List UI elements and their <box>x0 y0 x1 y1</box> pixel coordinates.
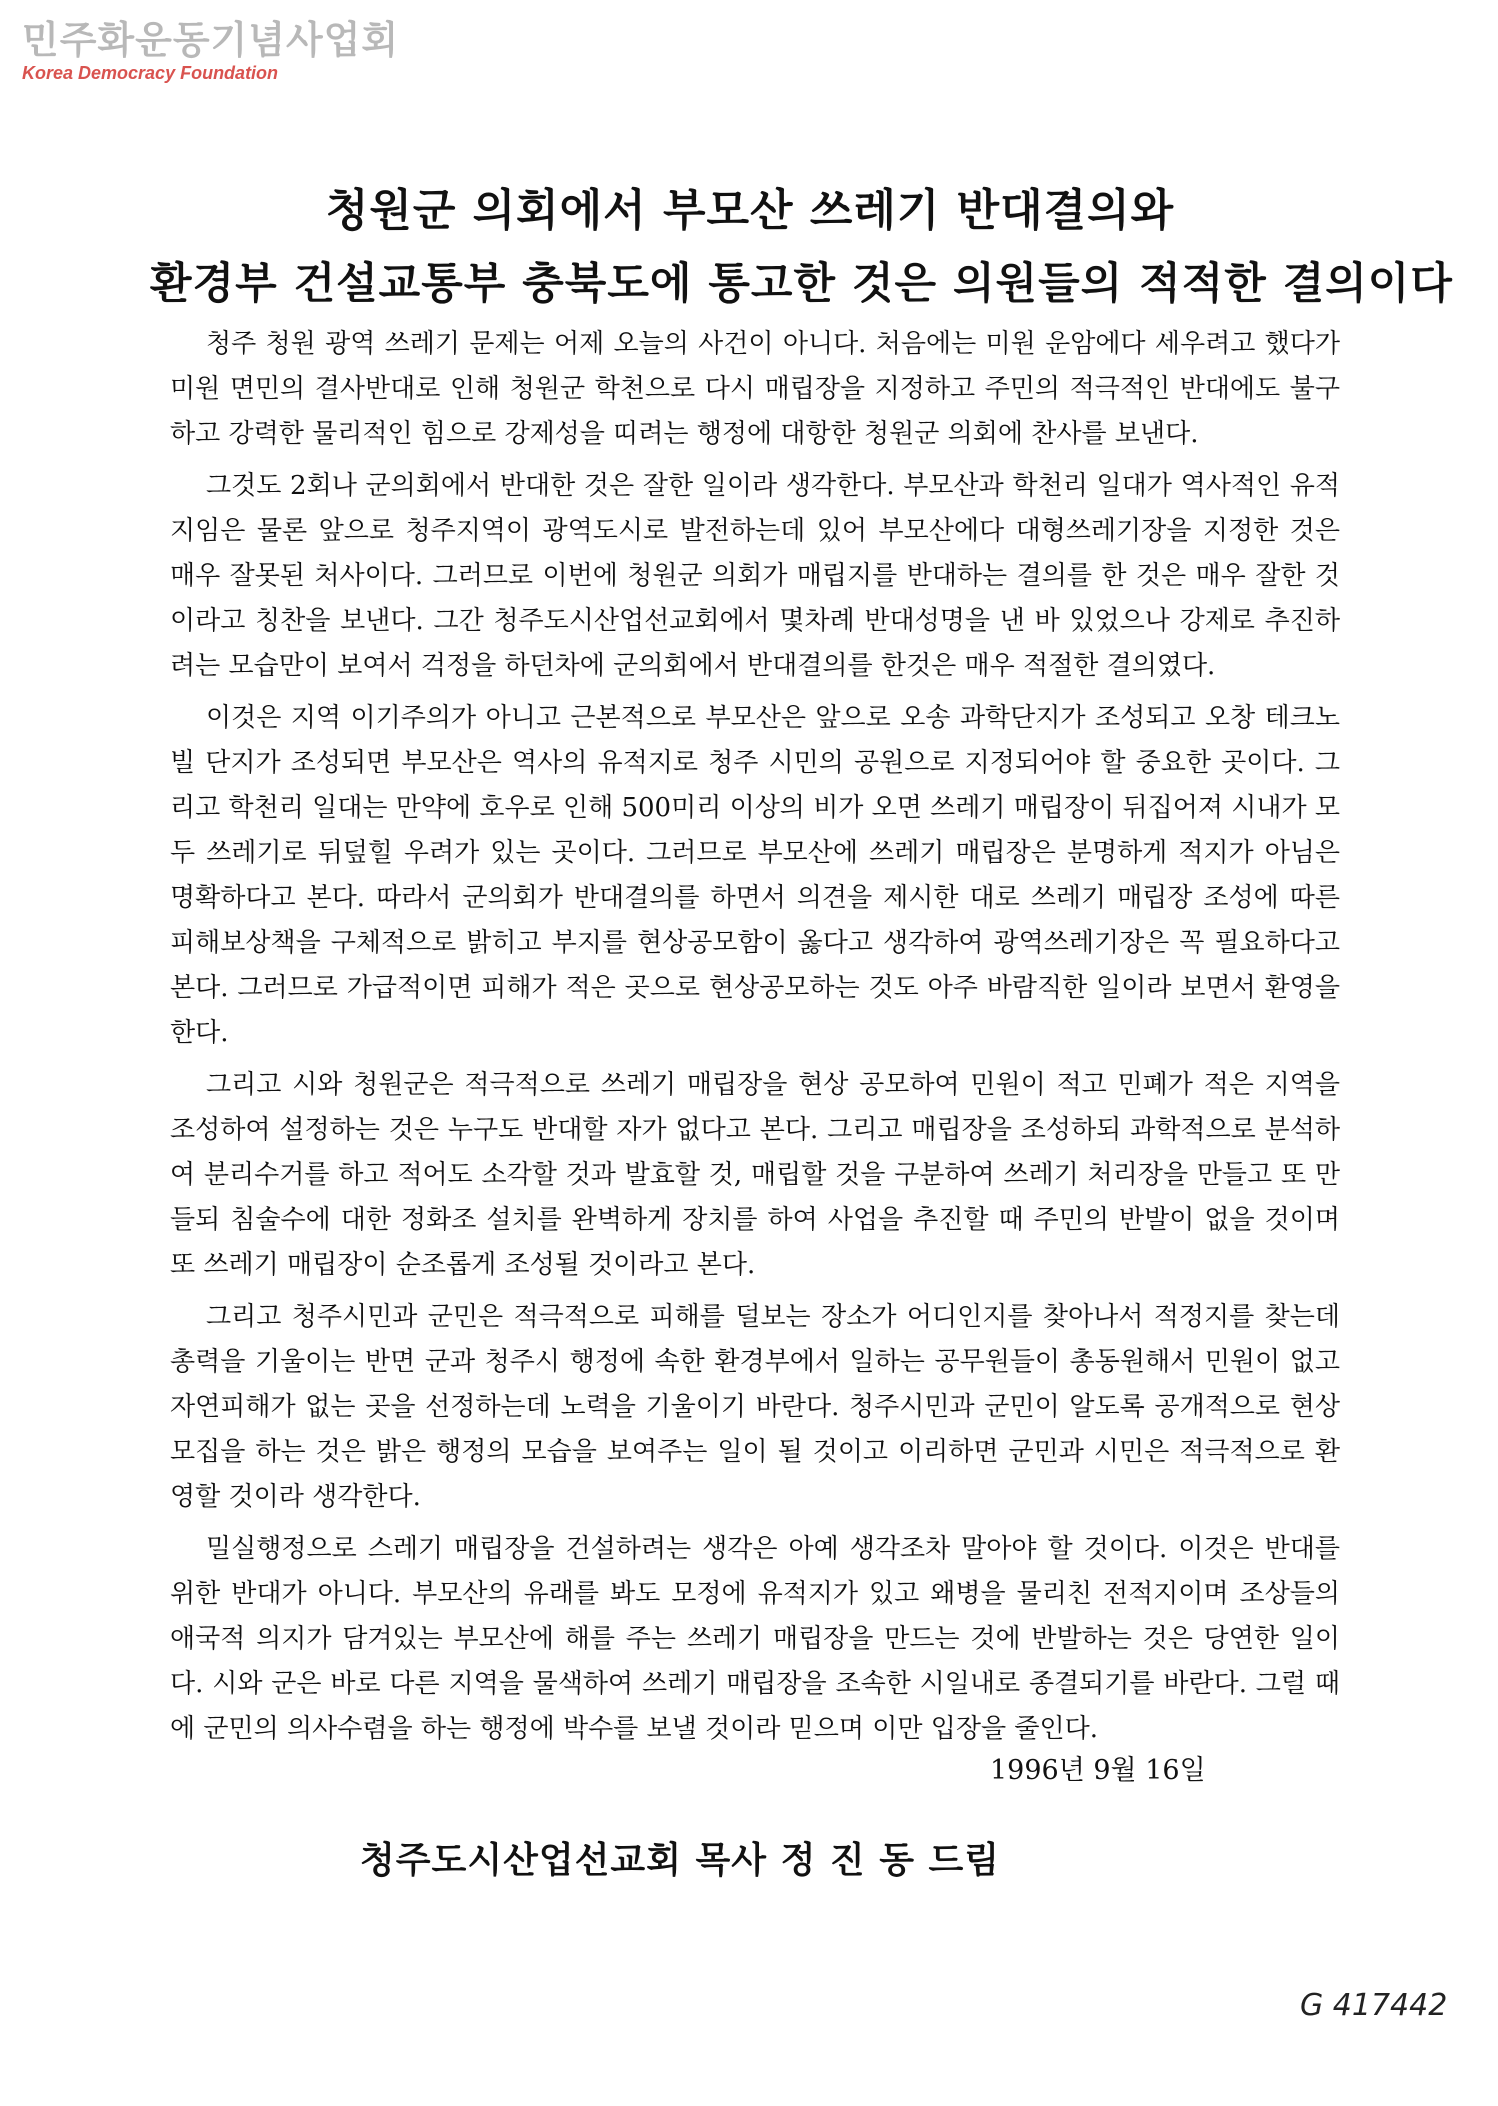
document-date: 1996년 9월 16일 <box>990 1755 1206 1786</box>
paragraph: 그리고 청주시민과 군민은 적극적으로 피해를 덜보는 장소가 어디인지를 찾아나서 적정지를 찾는데 총력을 기울이는 반면 군과 청주시 행정에 속한 환경부에서 일하는 공무원들이 총동원해서 민원이 없고 자연피해가 없는 곳을 선정하는데 노력을 기울이기 바란다. 청주시민과 군민이 알도록 공개적으로 현상모집을 하는 것은 밝은 행정의 모습을 보여주는 일이 될 것이고 이리하면 군민과 시민은 적극적으로 환영할 것이라 생각한다. <box>170 1302 1340 1512</box>
paragraph: 청주 청원 광역 쓰레기 문제는 어제 오늘의 사건이 아니다. 처음에는 미원 운암에다 세우려고 했다가 미원 면민의 결사반대로 인해 청원군 학천으로 다시 매립장을 지정하고 주민의 적극적인 반대에도 불구하고 강력한 물리적인 힘으로 강제성을 띠려는 행정에 대항한 청원군 의회에 찬사를 보낸다. <box>170 329 1340 449</box>
document-id: G 417442 <box>1300 1988 1448 2023</box>
paragraph: 이것은 지역 이기주의가 아니고 근본적으로 부모산은 앞으로 오송 과학단지가 조성되고 오창 테크노빌 단지가 조성되면 부모산은 역사의 유적지로 청주 시민의 공원으로 지정되어야 할 중요한 곳이다. 그리고 학천리 일대는 만약에 호우로 인해 500미리 이상의 비가 오면 쓰레기 매립장이 뒤집어져 시내가 모두 쓰레기로 뒤덮힐 우려가 있는 곳이다. 그러므로 부모산에 쓰레기 매립장은 분명하게 적지가 아님은 명확하다고 본다. 따라서 군의회가 반대결의를 하면서 의견을 제시한 대로 쓰레기 매립장 조성에 따른 피해보상책을 구체적으로 밝히고 부지를 현상공모함이 옳다고 생각하여 광역쓰레기장은 꼭 필요하다고 본다. 그러므로 가급적이면 피해가 적은 곳으로 현상공모하는 것도 아주 바람직한 일이라 보면서 환영을 한다. <box>170 703 1340 1048</box>
document-title-line-2: 환경부 건설교통부 충북도에 통고한 것은 의원들의 적적한 결의이다 <box>150 259 1453 309</box>
paragraph: 그것도 2회나 군의회에서 반대한 것은 잘한 일이라 생각한다. 부모산과 학천리 일대가 역사적인 유적지임은 물론 앞으로 청주지역이 광역도시로 발전하는데 있어 부모산에다 대형쓰레기장을 지정한 것은 매우 잘못된 처사이다. 그러므로 이번에 청원군 의회가 매립지를 반대하는 결의를 한 것은 매우 잘한 것이라고 칭찬을 보낸다. 그간 청주도시산업선교회에서 몇차례 반대성명을 낸 바 있었으나 강제로 추진하려는 모습만이 보여서 걱정을 하던차에 군의회에서 반대결의를 한것은 매우 적절한 결의였다. <box>170 471 1340 681</box>
watermark-korean: 민주화운동기념사업회 <box>22 18 400 62</box>
document-title-line-1: 청원군 의회에서 부모산 쓰레기 반대결의와 <box>325 185 1175 236</box>
paragraph: 그리고 시와 청원군은 적극적으로 쓰레기 매립장을 현상 공모하여 민원이 적고 민폐가 적은 지역을 조성하여 설정하는 것은 누구도 반대할 자가 없다고 본다. 그리고 매립장을 조성하되 과학적으로 분석하여 분리수거를 하고 적어도 소각할 것과 발효할 것, 매립할 것을 구분하여 쓰레기 처리장을 만들고 또 만들되 침술수에 대한 정화조 설치를 완벽하게 장치를 하여 사업을 추진할 때 주민의 반발이 없을 것이며 또 쓰레기 매립장이 순조롭게 조성될 것이라고 본다. <box>170 1070 1340 1280</box>
watermark-english: Korea Democracy Foundation <box>22 63 279 83</box>
watermark <box>22 18 399 84</box>
document-body <box>170 322 1340 1759</box>
paragraph: 밀실행정으로 스레기 매립장을 건설하려는 생각은 아예 생각조차 말아야 할 것이다. 이것은 반대를 위한 반대가 아니다. 부모산의 유래를 봐도 모정에 유적지가 있고 왜병을 물리친 전적지이며 조상들의 애국적 의지가 담겨있는 부모산에 해를 주는 쓰레기 매립장을 만드는 것에 반발하는 것은 당연한 일이다. 시와 군은 바로 다른 지역을 물색하여 쓰레기 매립장을 조속한 시일내로 종결되기를 바란다. 그럴 때에 군민의 의사수렴을 하는 행정에 박수를 보낼 것이라 믿으며 이만 입장을 줄인다. <box>170 1534 1340 1744</box>
signature: 청주도시산업선교회 목사 정 진 동 드림 <box>360 1840 1001 1881</box>
